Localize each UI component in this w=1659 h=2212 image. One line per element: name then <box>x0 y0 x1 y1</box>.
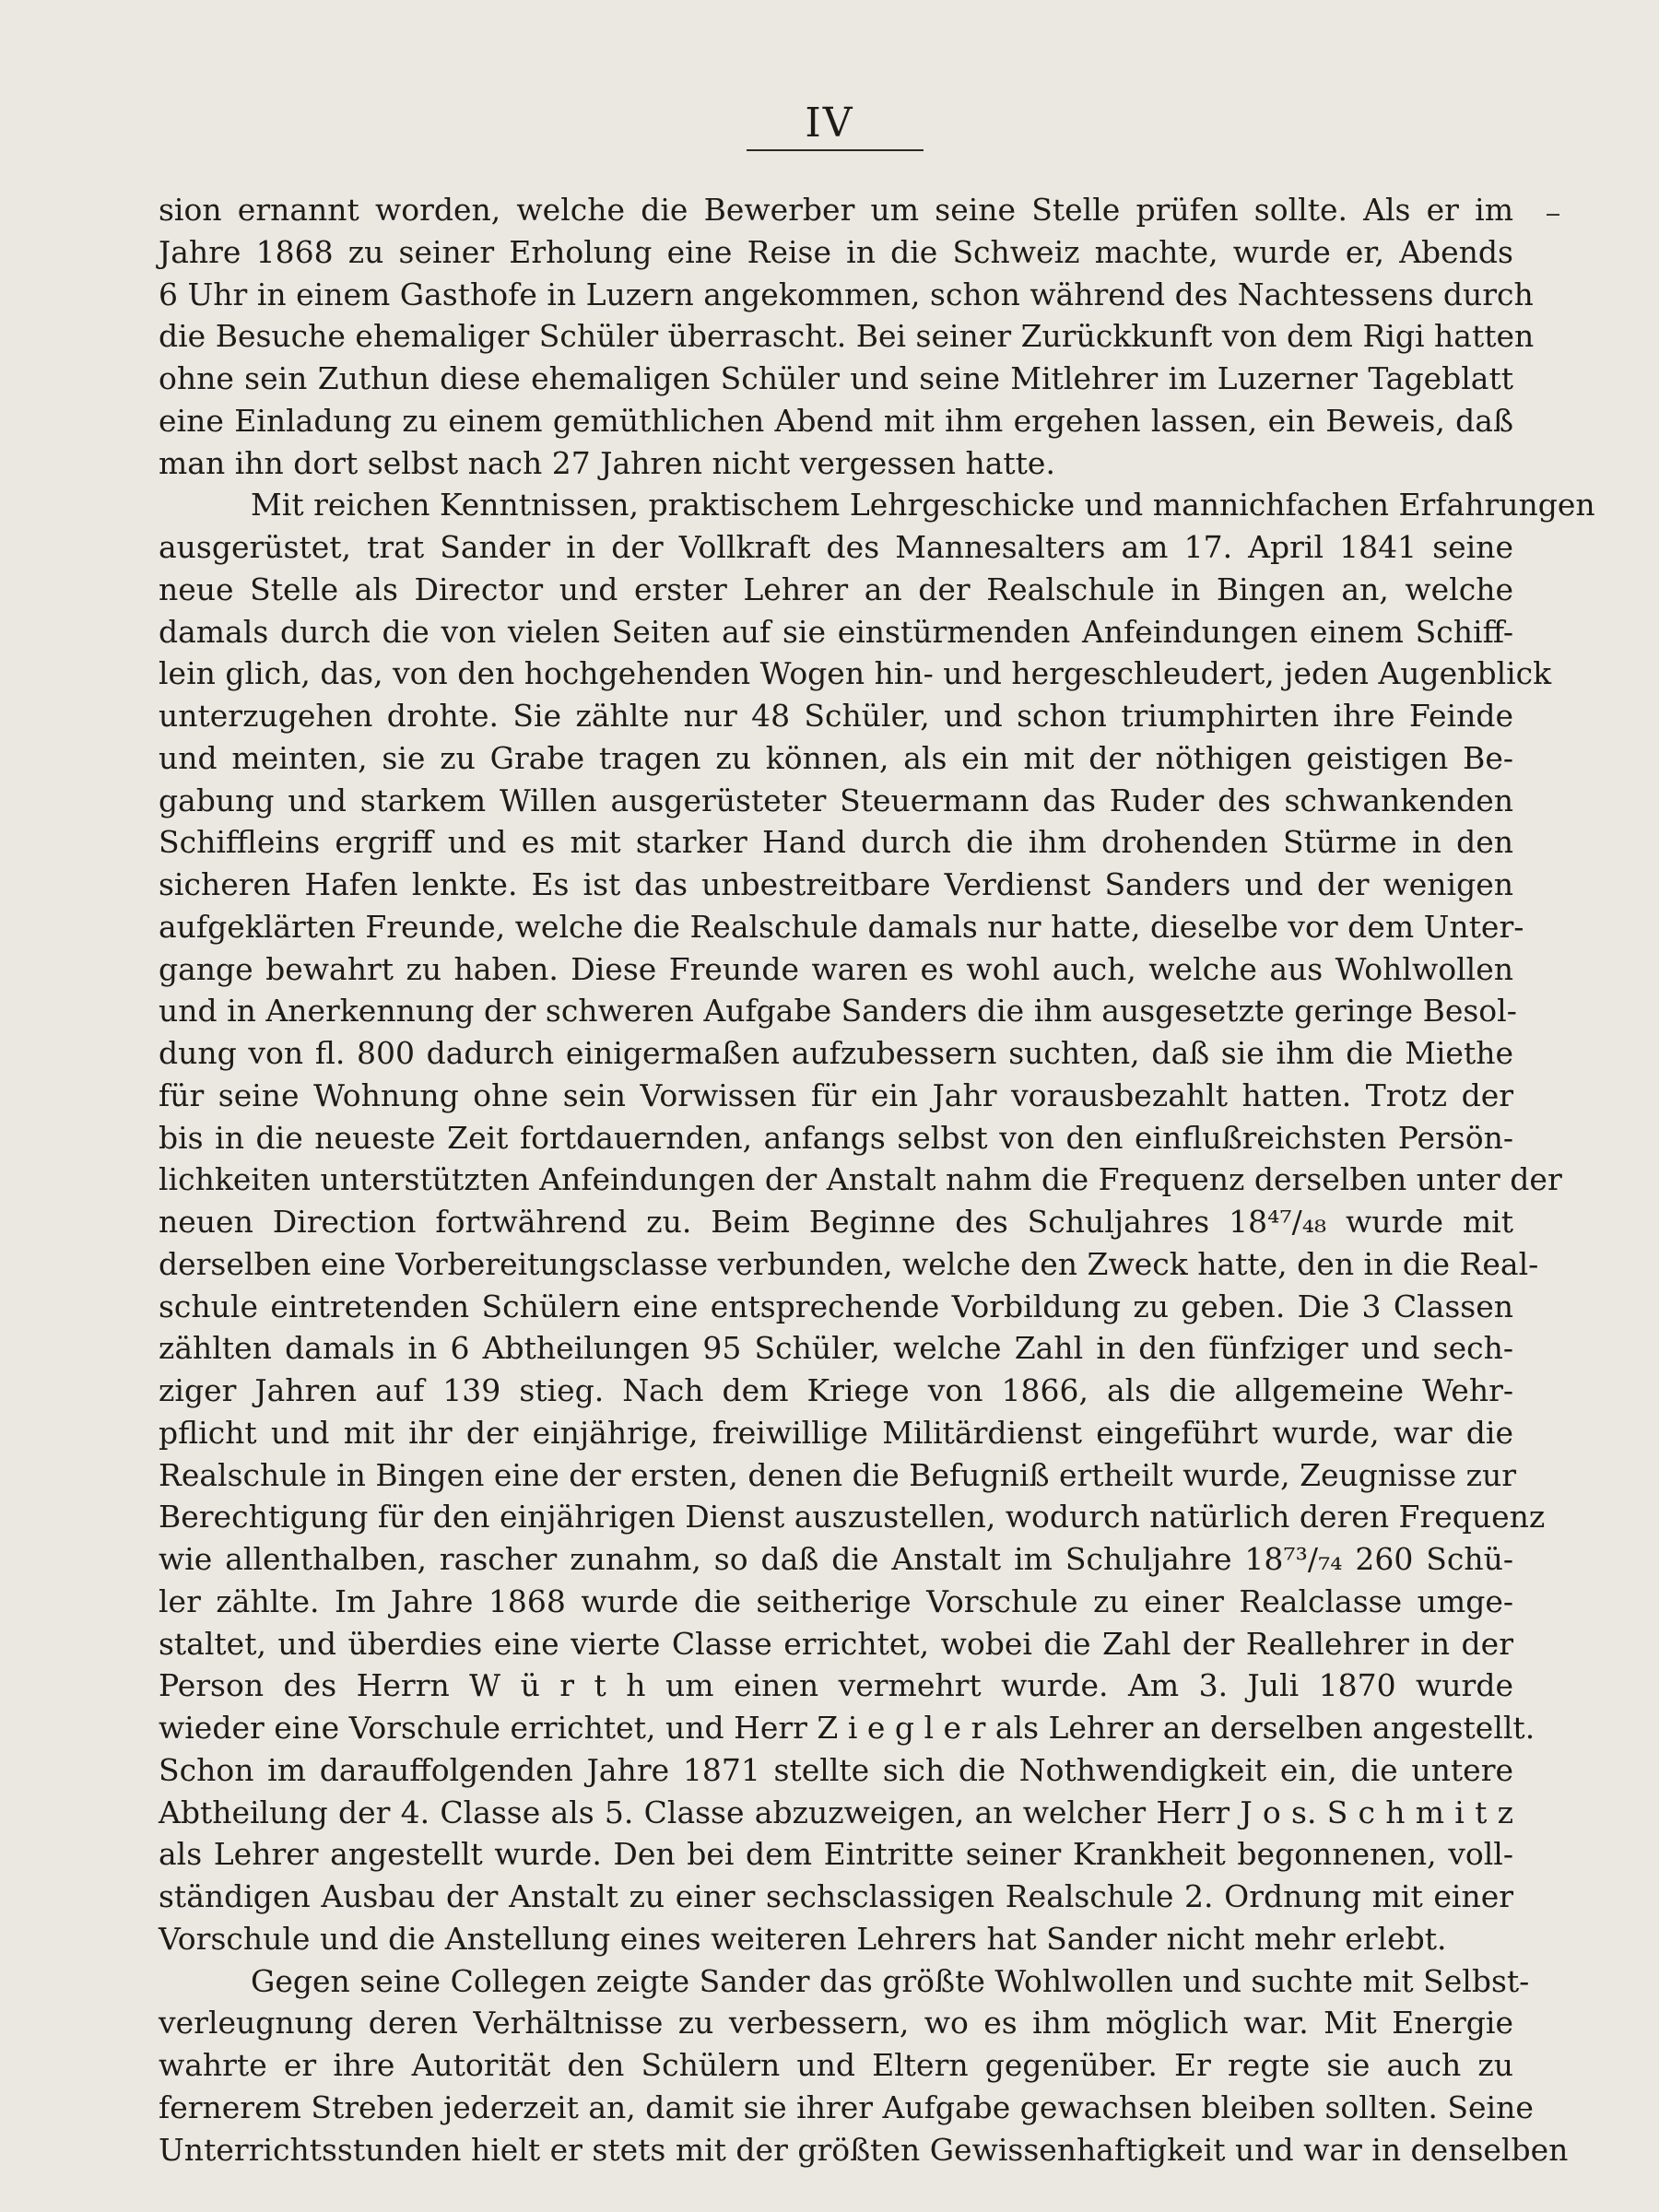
margin-mark <box>1547 214 1559 216</box>
text-line: für seine Wohnung ohne sein Vorwissen für ein Jahr vorausbezahlt hatten. Trotz der <box>159 1077 1513 1113</box>
text-line: ohne sein Zuthun diese ehemaligen Schüler und seine Mitlehrer im Luzerner Tageblatt <box>159 360 1513 396</box>
header-rule <box>747 149 924 151</box>
paragraph-start: Mit reichen Kenntnissen, praktischem Lehrgeschicke und mannichfachen Erfahrungen <box>251 487 1595 524</box>
text-line: gabung und starkem Willen ausgerüsteter Steuermann das Ruder des schwankenden <box>159 782 1513 818</box>
text-line: Berechtigung für den einjährigen Dienst auszustellen, wodurch natürlich deren Frequenz <box>159 1499 1546 1535</box>
text-line: Schiffleins ergriff und es mit starker Hand durch die ihm drohenden Stürme in den <box>159 824 1513 861</box>
text-line: fernerem Streben jederzeit an, damit sie ihrer Aufgabe gewachsen bleiben sollten. Seine <box>159 2088 1534 2125</box>
text-line: lichkeiten unterstützten Anfeindungen der Anstalt nahm die Frequenz derselben unter der <box>159 1161 1562 1198</box>
text-line: eine Einladung zu einem gemüthlichen Abend mit ihm ergehen lassen, ein Beweis, daß <box>159 402 1513 439</box>
text-line: aufgeklärten Freunde, welche die Realschule damals nur hatte, dieselbe vor dem Unter- <box>159 908 1524 945</box>
text-line: Realschule in Bingen eine der ersten, denen die Befugniß ertheilt wurde, Zeugnisse zur <box>159 1456 1517 1493</box>
text-line: sion ernannt worden, welche die Bewerber um seine Stelle prüfen sollte. Als er im <box>159 192 1513 228</box>
text-line: ziger Jahren auf 139 stieg. Nach dem Kriege von 1866, als die allgemeine Wehr- <box>159 1372 1513 1408</box>
text-line: staltet, und überdies eine vierte Classe errichtet, wobei die Zahl der Reallehrer in der <box>159 1625 1513 1662</box>
text-line: neuen Direction fortwährend zu. Beim Beginne des Schuljahres 18⁴⁷/₄₈ wurde mit <box>159 1204 1513 1240</box>
text-line: und meinten, sie zu Grabe tragen zu können, als ein mit der nöthigen geistigen Be- <box>159 739 1513 776</box>
text-line: damals durch die von vielen Seiten auf sie einstürmenden Anfeindungen einem Schiff- <box>159 613 1513 650</box>
text-line: ler zählte. Im Jahre 1868 wurde die seitherige Vorschule zu einer Realclasse umge- <box>159 1583 1513 1619</box>
text-line: ausgerüstet, trat Sander in der Vollkraft des Mannesalters am 17. April 1841 seine <box>159 529 1513 565</box>
text-line: wieder eine Vorschule errichtet, und Herr Z i e g l e r als Lehrer an derselben angestellt. <box>159 1710 1535 1746</box>
text-line: Jahre 1868 zu seiner Erholung eine Reise in die Schweiz machte, wurde er, Abends <box>159 233 1513 270</box>
body-text <box>159 189 1595 2171</box>
text-line: unterzugehen drohte. Sie zählte nur 48 Schüler, und schon triumphirten ihre Feinde <box>159 698 1513 734</box>
text-line: wahrte er ihre Autorität den Schülern und Eltern gegenüber. Er regte sie auch zu <box>159 2047 1513 2083</box>
text-line: sicheren Hafen lenkte. Es ist das unbestreitbare Verdienst Sanders und der wenigen <box>159 866 1513 902</box>
text-line: neue Stelle als Director und erster Lehrer an der Realschule in Bingen an, welche <box>159 571 1513 607</box>
text-line: derselben eine Vorbereitungsclasse verbunden, welche den Zweck hatte, den in die Real- <box>159 1245 1539 1282</box>
text-line: die Besuche ehemaliger Schüler überrascht. Bei seiner Zurückkunft von dem Rigi hatten <box>159 318 1535 355</box>
text-line: und in Anerkennung der schweren Aufgabe Sanders die ihm ausgesetzte geringe Besol- <box>159 993 1517 1030</box>
text-line: ständigen Ausbau der Anstalt zu einer sechsclassigen Realschule 2. Ordnung mit einer <box>159 1878 1513 1914</box>
text-line: Schon im darauffolgenden Jahre 1871 stellte sich die Nothwendigkeit ein, die untere <box>159 1751 1513 1788</box>
text-line: pflicht und mit ihr der einjährige, freiwillige Militärdienst eingeführt wurde, war die <box>159 1414 1513 1451</box>
text-line: Abtheilung der 4. Classe als 5. Classe abzuzweigen, an welcher Herr J o s. S c h m i t z <box>159 1794 1513 1830</box>
text-line: als Lehrer angestellt wurde. Den bei dem Eintritte seiner Krankheit begonnenen, voll- <box>159 1836 1513 1873</box>
text-line: schule eintretenden Schülern eine entsprechende Vorbildung zu geben. Die 3 Classen <box>159 1288 1513 1324</box>
text-line: Person des Herrn W ü r t h um einen vermehrt wurde. Am 3. Juli 1870 wurde <box>159 1667 1513 1704</box>
text-line: gange bewahrt zu haben. Diese Freunde waren es wohl auch, welche aus Wohlwollen <box>159 950 1513 987</box>
text-line: zählten damals in 6 Abtheilungen 95 Schüler, welche Zahl in den fünfziger und sech- <box>159 1330 1513 1367</box>
text-line: 6 Uhr in einem Gasthofe in Luzern angekommen, schon während des Nachtessens durch <box>159 276 1534 312</box>
text-line: wie allenthalben, rascher zunahm, so daß die Anstalt im Schuljahre 18⁷³/₇₄ 260 Schü- <box>159 1541 1513 1577</box>
text-line: bis in die neueste Zeit fortdauernden, anfangs selbst von den einflußreichsten Persön- <box>159 1119 1513 1156</box>
text-line: verleugnung deren Verhältnisse zu verbessern, wo es ihm möglich war. Mit Energie <box>159 2005 1513 2041</box>
text-line: man ihn dort selbst nach 27 Jahren nicht vergessen hatte. <box>159 444 1055 481</box>
text-line: lein glich, das, von den hochgehenden Wogen hin- und hergeschleudert, jeden Augenblick <box>159 655 1552 692</box>
text-line: Unterrichtsstunden hielt er stets mit der größten Gewissenhaftigkeit und war in denselben <box>159 2131 1569 2168</box>
page-number: IV <box>805 100 854 147</box>
text-line: Vorschule und die Anstellung eines weiteren Lehrers hat Sander nicht mehr erlebt. <box>159 1920 1447 1957</box>
text-line: dung von fl. 800 dadurch einigermaßen aufzubessern suchten, daß sie ihm die Miethe <box>159 1035 1513 1071</box>
paragraph-start: Gegen seine Collegen zeigte Sander das größte Wohlwollen und suchte mit Selbst- <box>251 1962 1530 1999</box>
